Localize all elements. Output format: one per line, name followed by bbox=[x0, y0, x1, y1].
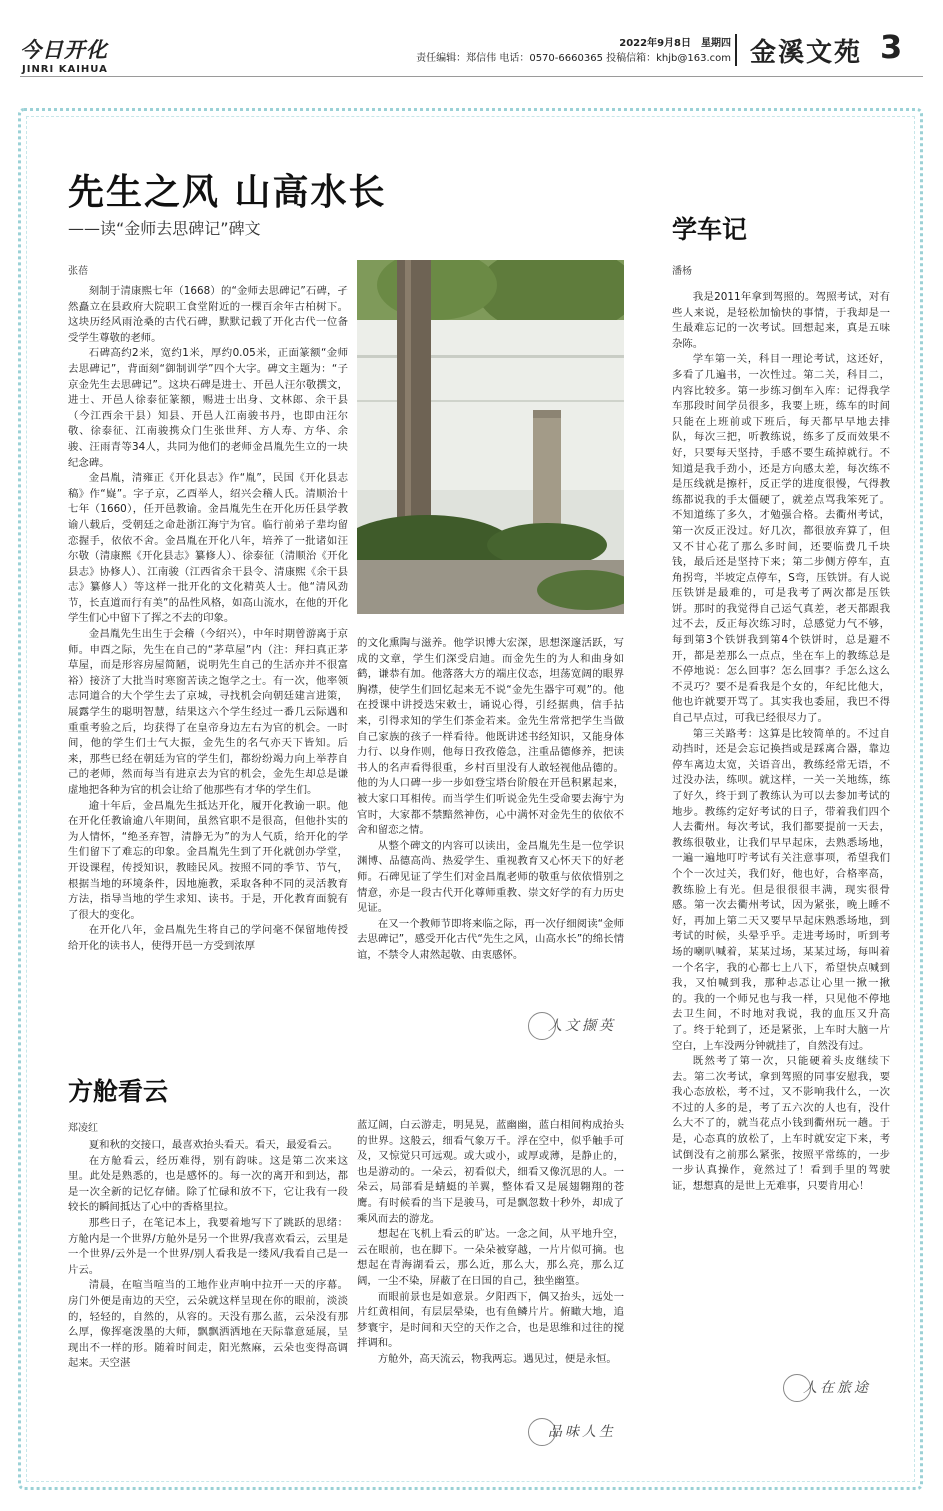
article1-column2 bbox=[357, 636, 624, 1006]
section-title: 金溪文苑 bbox=[750, 38, 863, 68]
article1-paragraph: 从整个碑文的内容可以读出，金昌胤先生是一位学识渊博、品德高尚、热爱学生、重视教育又心怀天下的好老师。石碑见证了学生们对金昌胤老师的敬重与依依惜别之情意，亦是一段古代开化尊师重教、崇文好学的有力历史见证。 bbox=[357, 839, 624, 915]
stamp-label: 人在旅途 bbox=[803, 1380, 871, 1396]
article1-paragraph: 金昌胤先生出生于会稽（今绍兴），中年时期曾游离于京师。申酉之际，先生在自己的“茅草屋”内（注：拜扫真正茅草屋，而是形容房屋简陋，说明先生自己的生活亦并不很富裕）接济了大批当时寒窗苦读之饱学之士。有一次，他率领志同道合的大个学生去了京城，寻找机会向朝廷建言进策，展露学生的聪明智慧，结果这六个学生经过一番几云际遇和重重考验之后，均获得了在皇帝身边左右为官的机会。一时间，他的学生们士气大振，金先生的名气亦天下皆知。后来，那些已经在朝廷为官的学生们，都纷纷竭力向上举荐自己的老师，然而每当有进京去为官的机会，金先生却总是谦虚地把各种为官的机会让给了他那些有才华的学生们。 bbox=[68, 628, 348, 796]
stele-photo bbox=[357, 260, 624, 614]
issue-date: 2022年9月8日 星期四 bbox=[619, 38, 731, 49]
article1-author: 张蓓 bbox=[68, 266, 88, 277]
page-number: 3 bbox=[880, 28, 903, 66]
article1-column1 bbox=[68, 284, 348, 1044]
article2-column bbox=[672, 290, 890, 1350]
article1-paragraph: 在开化八年，金昌胤先生将自己的学问毫不保留地传授给开化的读书人，使得开邑一方受到浓厚 bbox=[68, 924, 348, 952]
article2-paragraph: 我是2011年拿到驾照的。驾照考试，对有些人来说，是轻松加愉快的事情，于我却是一生最难忘记的一次考试。回想起来，真是五味杂陈。 bbox=[672, 291, 890, 350]
article2-paragraph: 学车第一关，科目一理论考试，这还好，多看了几遍书，一次性过。第二关，科目二，内容比较多。第一步练习倒车入库：记得我学车那段时间学员很多，我要上班，练车的时间只能在上班前或下班后，每天都早早地去排队，每次三把，听教练说，练多了反而效果不好，只要每天坚持，手感不要生疏掉就行。不知道是我手劲小，还是方向感太差，每次练不是压线就是擦杆，反正学的进度很慢，气得教练都说我的手太僵硬了，就差点骂我笨死了。不知道练了多久，才勉强合格。去衢州考试，第一次反正没过。好几次，都很放弃算了，但又不甘心花了那么多时间，还要临费几千块钱，最后还是坚持下来；第二步侧方停车，直角拐弯，半坡定点停车，S弯，压铁饼。有人说压铁饼是最难的，可是我考了两次都是压铁饼。那时的我觉得自己运气真差，老天都跟我过不去，反正每次练习时，总感觉力气不够，每到第3个铁饼我到第4个铁饼时，总是避不开，都是差那么一点点，坐在车上的教练总是不停地说：怎么回事？怎么回事？手怎么这么不灵巧？要不是看我是个女的，年纪比他大，他也许就要开骂了。其实我也委屈，我巴不得自己早点过，可我已经很尽力了。 bbox=[672, 353, 890, 725]
article3-paragraph: 那些日子，在笔记本上，我要着地写下了跳跃的思绪：方舱内是一个世界/方舱外是另一个世界/我喜欢看云，云里是一个世界/云外是一个世界/别人看我是一缕风/我看自己是一片云。 bbox=[68, 1216, 348, 1276]
editor-info: 责任编辑：郑信伟 电话：0570-6660365 投稿信箱：khjb@163.com bbox=[416, 53, 731, 64]
article1-paragraph: 刻制于清康熙七年（1668）的“金师去思碑记”石碑，孑然矗立在县政府大院职工食堂附近的一棵百余年古柏树下。这块历经风雨沧桑的古代石碑，默默记载了开化古代一位备受学生尊敬的老师。 bbox=[68, 285, 348, 344]
article1-paragraph: 的文化熏陶与滋养。他学识博大宏深，思想深邃活跃，写成的文章，学生们深受启迪。而金先生的为人和曲身如鹤，谦恭有加。他落落大方的端庄仪态，坦荡宽阔的眼界胸襟，使学生们回忆起来无不说“金先生器宇可观”的。他在授课中讲授迭宋敕士，诵说心得，引经据典，信手拈来，引得求知的学生们茶金若来。金先生常常把学生当做自己家族的孩子一样看待。他既讲述书经知识，又能身体力行、以身作则，他每日孜孜倦急，注重品德修养，把读书人的名声看得很重，乡村百里没有人敢轻视他品德的。他的为人口碑一步一步如登宝塔台阶般在开邑积累起来，被大家口耳相传。而当学生们听说金先生受命要去海宁为官时，大家都不禁黯然神伤，心中满怀对金先生的依依不舍和留恋之情。 bbox=[357, 637, 624, 837]
article2-column-stamp bbox=[783, 1374, 871, 1402]
newspaper-logo: 今日开化 bbox=[20, 37, 108, 62]
article3-column-stamp bbox=[528, 1418, 616, 1446]
article2-paragraph: 第三关路考：这算是比较简单的。不过自动挡时，还是会忘记换挡或是踩离合器，靠边停车离边太宽，关语音出，教练经常无语，不过没办法，练呗。就这样，一关一关地练，练了好久，终于到了教练认为可以去参加考试的地步。教练约定好考试的日子，带着我们四个人去衢州。每次考试，我们都要提前一天去，教练很敬业，让我们早早起床，去熟悉场地，一遍一遍地叮咛考试有关注意事项，希望我们个个一次过关，我们好，他也好，合格率高，教练脸上有光。但是很很很丰满，现实很骨感。第一次去衢州考试，因为紧张，晚上睡不好，再加上第二天又要早早起床熟悉场地，到考试的时候，头晕乎乎。走进考场时，听到考场的喇叭喊着，某某过场，某某过场，每叫着一个名字，我的心都七上八下，希望快点喊到我，又怕喊到我，那种忐忑让心里一揪一揪的。我的一个师兄也与我一样，只见他不停地去卫生间，不时地对我说，我的血压又升高了。终于轮到了，还是紧张，上车时大脑一片空白，上车没两分钟就挂了，自然没有过。 bbox=[672, 727, 890, 1052]
article1-paragraph: 石碑高约2米，宽约1米，厚约0.05米，正面篆额“金师去思碑记”，背面刻“御制训学”四个大字。碑文主题为：“子京金先生去思碑记”。这块石碑是进士、开邑人汪尔敬撰文，进士、开邑人徐泰征篆额，赐进士出身、文林郎、余干县（今江西余干县）知县、开邑人江南骏书丹，也即由汪尔敬、徐泰征、江南骏携众门生张世拜、方人寿、方华、余骏、汪雨青等34人，共同为他们的老师金昌胤先生立的一块纪念碑。 bbox=[68, 347, 348, 469]
article2-paragraph: 既然考了第一次，只能硬着头皮继续下去。第二次考试，拿到驾照的同事安慰我，要我心态放松，考不过，又不影响我什么，一次不过的人多的是，考了五六次的人也有，没什么大不了的，就当花点小钱到衢州玩一趟。于是，心态真的放松了，上车时就安定下来，考试倒没有之前那么紧张，按照平常练的，一步一步认真操作，竟然过了！看到手里的驾驶证，想想真的是世上无难事，只要肯用心！ bbox=[672, 1055, 890, 1192]
article3-column1 bbox=[68, 1138, 348, 1438]
stele-photo-illustration bbox=[357, 260, 624, 614]
article1-column-stamp bbox=[528, 1012, 616, 1040]
newspaper-logo-pinyin: JINRI KAIHUA bbox=[22, 64, 108, 75]
article3-paragraph: 想起在飞机上看云的旷达。一念之间，从平地升空，云在眼前，也在脚下。一朵朵被穿越，一片片似可摘。也想起在青海湖看云，那么近，那么大，那么亮，那么辽阔，一尘不染，屏蔽了在日国的自己，独坐幽篁。 bbox=[357, 1228, 624, 1287]
article3-author: 郑凌红 bbox=[68, 1123, 98, 1134]
article3-paragraph: 在方舱看云，经历难得，别有韵味。这是第二次来这里。此处是熟悉的，也是感怀的。每一次的离开和到达，都是一次全新的记忆存储。除了忙碌和放不下，它让我有一段较长的瞬间抵达了心中的香格里拉。 bbox=[68, 1154, 348, 1214]
masthead bbox=[0, 0, 943, 112]
article1-subtitle: ——读“金师去思碑记”碑文 bbox=[68, 219, 261, 238]
article1-paragraph: 金昌胤，清雍正《开化县志》作“胤”，民国《开化县志稿》作“嶷”。字子京，乙酉举人，绍兴会稽人氏。清顺治十七年（1660），任开邑教谕。金昌胤先生在开化历任县学教谕八载后，受朝廷之命赴浙江海宁为官。临行前弟子辈均留恋握手，依依不舍。金昌胤在开化八年，培养了一批诸如汪尔敬（清康熙《开化县志》纂修人）、徐泰征（清顺治《开化县志》协修人）、江南骏（江西省余干县令、清康熙《余干县志》纂修人）等这样一批开化的文化精英人士。他“清风劲节，长直道而行有美”的品性风格，如高山流水，在他的开化学生们心中留下了挥之不去的印象。 bbox=[68, 472, 348, 625]
article3-paragraph: 蓝辽阔，白云游走，明晃晃，蓝幽幽，蓝白相间构成抬头的世界。这般云，细看气象万千。浮在空中，似乎触手可及，又惊觉只可远观。或大或小，或厚或薄，是静止的，也是游动的。一朵云，初看似犬，细看又像沉思的人。一朵云，局部看是蜻蜓的羊翼，整体看又是展翅翱翔的苍鹰。有时候看的当下是骏马，可是飘忽数十秒外，却成了乘风而去的游龙。 bbox=[357, 1119, 624, 1225]
article3-paragraph: 方舱外，高天流云，物我两忘。遇见过，便是永恒。 bbox=[377, 1352, 617, 1365]
article3-paragraph: 清晨，在喧当喧当的工地作业声响中拉开一天的序幕。房门外便是南边的天空，云朵就这样呈现在你的眼前，淡淡的，轻轻的，自然的，从容的。天没有那么蓝，云朵没有那么厚，像挥毫泼墨的大师，飘飘洒洒地在天际靠意延展，呈现出不一样的形。随着时间走，阳光熬麻，云朵也变得高调起来。天空湛 bbox=[68, 1279, 348, 1370]
article3-paragraph: 夏和秋的交接口，最喜欢抬头看天。看天，最爱看云。 bbox=[88, 1139, 339, 1151]
article2-author: 潘杨 bbox=[672, 266, 692, 277]
article3-title: 方舱看云 bbox=[68, 1077, 169, 1106]
article1-paragraph: 逾十年后，金昌胤先生抵达开化，履开化教谕一职。他在开化任教谕逾八年期间，虽然官职不是很高，但他扑实的为人情怀，“绝圣弃智，清静无为”的为人气质，给开化的学生们留下了难忘的印象。金昌胤先生到了开化就创办学堂，开设课程，传授知识，教睦民风。按照不同的季节、节气，根据当地的环境条件，因地施教，采取各种不同的灵活教育方法，指导当地的学生求知、读书。于是，开化教育面貌有了很大的变化。 bbox=[68, 799, 348, 921]
header-divider bbox=[735, 34, 737, 66]
header-rule bbox=[20, 76, 923, 77]
article1-title: 先生之风 山高水长 bbox=[68, 172, 387, 213]
article2-title: 学车记 bbox=[672, 215, 748, 244]
stamp-label: 品味人生 bbox=[548, 1424, 616, 1440]
article3-paragraph: 而眼前景也是如意景。夕阳西下，偶又抬头，远处一片红黄相间，有层层晕染，也有鱼鳞片片。俯瞰大地，追梦寰宇，是时间和天空的天作之合，也是思维和过往的搅拌调和。 bbox=[357, 1290, 624, 1350]
stamp-label: 人文撷英 bbox=[548, 1018, 616, 1034]
article3-column2 bbox=[357, 1118, 624, 1414]
article1-paragraph: 在又一个教师节即将来临之际，再一次仔细阅读“金师去思碑记”，感受开化古代“先生之风，山高水长”的绵长情谊，不禁令人肃然起敬、由衷感怀。 bbox=[357, 917, 624, 961]
